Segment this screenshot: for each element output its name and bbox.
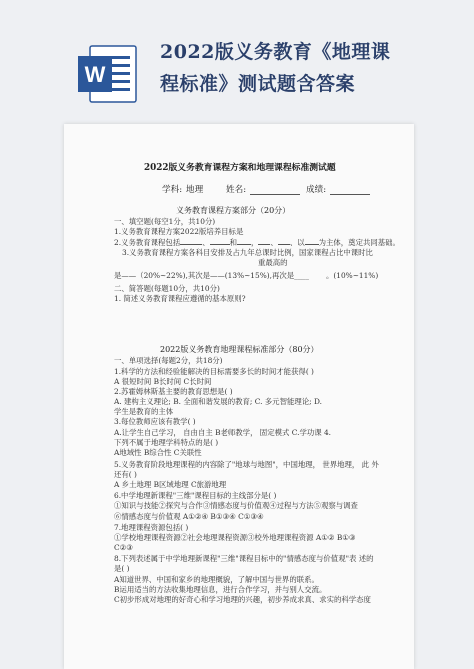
question-7-option-c: C②③ xyxy=(114,543,133,552)
question-7: 7.地理课程资源包括( ) xyxy=(114,523,189,532)
question-8-option-b: B运用适当的方法收集地理信息，进行合作学习，并与别人交流。 xyxy=(114,585,327,594)
score-blank xyxy=(330,187,370,197)
question-5-options: A 乡土地理 B区域地理 C旅游地理 xyxy=(114,480,227,489)
name-blank xyxy=(250,187,300,197)
word-icon xyxy=(76,42,140,106)
question-8-option-c: C初步形成对地理的好奇心和学习地理的兴趣，初步养成求真、求实的科学态度 xyxy=(114,595,371,604)
fill-line-3a: 3.义务教育课程方案各科目安排及占九年总课时比例，国家课程占比中课时比 xyxy=(122,248,373,257)
question-6-options: ⑥情感态度与价值观 A①②④ B①③④ C①③④ xyxy=(114,512,264,521)
section3-heading: 一、单项选择(每题2分，共18分) xyxy=(114,356,223,365)
part1-heading: 义务教育课程方案部分（20分） xyxy=(176,206,291,215)
title-line-2: 程标准》测试题含答案 xyxy=(160,73,356,95)
question-4: 下列不属于地理学科特点的是( ) xyxy=(114,438,219,447)
short-answer-1: 1. 简述义务教育课程应遵循的基本原则? xyxy=(114,294,246,303)
document-page xyxy=(64,124,414,669)
question-3-options: A.让学生自己学习， 自由自主 B老师教学， 固定模式 C.学功课 4. xyxy=(114,428,332,437)
question-1: 1.科学的方法和经验能解决的目标需要多长的时间才能获得( ) xyxy=(114,367,314,376)
fill-line-4a: 是——（20%~22%),其次是——(13%~15%),再次是____ xyxy=(114,271,309,280)
doc-title: 2022版义务教育课程方案和地理课程标准测试题 xyxy=(144,163,336,173)
section1-heading: 一、填空题(每空1分，共10分) xyxy=(114,217,216,226)
score-label: 成绩: xyxy=(306,185,327,195)
question-2-options: A. 建构主义理论; B. 全面和谐发展的教育; C. 多元智能理论; D. xyxy=(114,397,322,406)
question-3: 3.每位教师应该有教学( ) xyxy=(114,417,196,426)
subject-label: 学科: xyxy=(162,185,183,195)
question-2: 2.苏霍姆林斯基主要的教育思想是( ) xyxy=(114,387,233,396)
question-8a: 8.下列表述属于中学地理新课程"三维"课程目标中的"情感态度与价值观"表 述的 xyxy=(114,554,374,563)
fill-line-2: 2.义务教育课程包括 、 和 ， 、 、以 为主体，奠定共同基础。 xyxy=(114,238,400,247)
question-7-items: ①学校地理课程资源②社会地理课程资源③校外地理课程资源 A①② B①③ xyxy=(114,533,356,542)
question-8-option-a: A知道世界、中国和家乡的地理概貌，了解中国与世界的联系。 xyxy=(114,575,319,584)
question-8b: 是( ) xyxy=(114,564,130,573)
fill-line-4b: 。(10%~11%) xyxy=(326,271,379,280)
part2-heading: 2022版义务教育地理课程标准部分（80分） xyxy=(160,345,319,354)
page-title xyxy=(160,36,460,100)
subject-value: 地理 xyxy=(186,185,204,195)
header-banner xyxy=(0,0,474,140)
section2-heading: 二、简答题(每题10分，共10分) xyxy=(114,284,220,293)
fill-line-1: 1.义务教育课程方案2022版培养目标是 xyxy=(114,227,244,236)
question-1-options: A 很短时间 B长时间 C长时间 xyxy=(114,377,212,386)
title-line-1: 2022版义务教育《地理课 xyxy=(160,41,391,63)
svg-text:W: W xyxy=(84,62,106,87)
question-2-option-d: 学生是教育的主体 xyxy=(114,407,174,416)
question-6-items: ①知识与技能②探究与合作③情感态度与价值观④过程与方法⑤观察与调查 xyxy=(114,501,358,510)
name-label: 姓名: xyxy=(226,185,247,195)
question-5a: 5.义务教育阶段地理课程的内容除了"地球与地图"，中国地理， 世界地理， 此 外 xyxy=(114,460,379,469)
question-5b: 还有( ) xyxy=(114,470,137,479)
question-4-options: A地域性 B综合性 C关联性 xyxy=(114,448,202,457)
fill-line-3b: 重最高的 xyxy=(258,258,288,267)
question-6: 6.中学地理新课程"三维"课程目标的主线部分是( ) xyxy=(114,491,277,500)
